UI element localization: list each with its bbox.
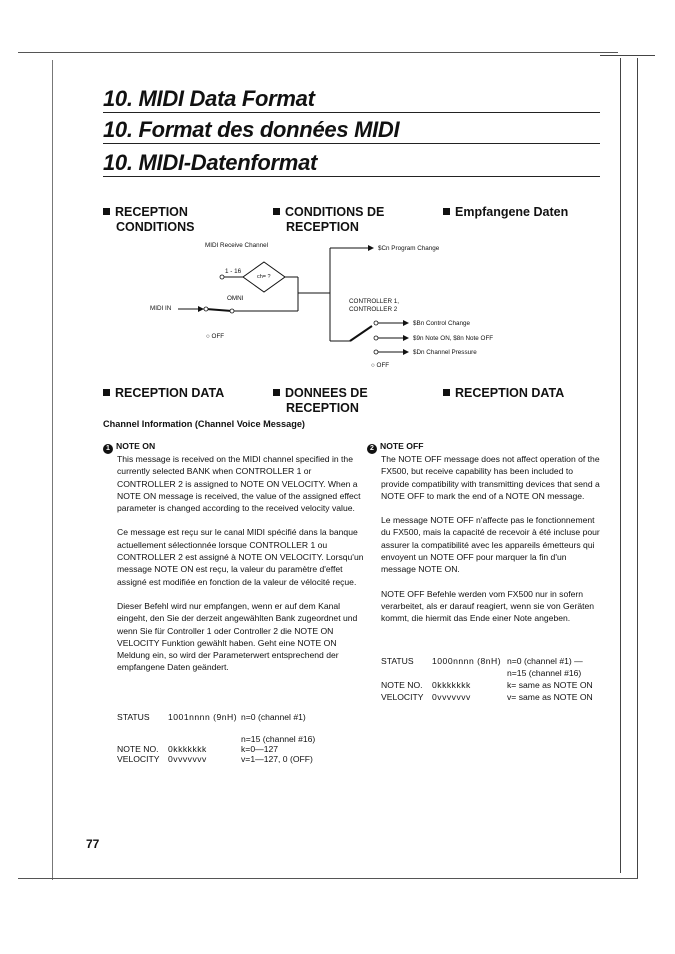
page-number: 77	[86, 837, 100, 851]
note-on-velocity-label: VELOCITY	[117, 754, 160, 764]
note-on-text	[117, 453, 365, 674]
note-off-paragraph-de: NOTE OFF Befehle werden vom FX500 nur in sofern verarbeitet, als er darauf reagiert, wenn sie von Geräten kommt, die hiermit das Ende einer Note angeben.	[381, 588, 595, 624]
note-off-status-value: 1000nnnn (8nH)	[432, 656, 502, 666]
note-off-noteno-label: NOTE NO.	[381, 680, 423, 690]
diagram-label-program-change: $Cn Program Change	[378, 245, 440, 252]
note-off-noteno-desc: k= same as NOTE ON	[507, 680, 593, 690]
note-on-paragraph-de: Dieser Befehl wird nur empfangen, wenn er auf dem Kanal eingeht, den Sie der derzeit angewählten Bank zugeordnet und wenn Sie für Controller 1 oder Controller 2 die NOTE ON VELOCITY Funktion gewählt haben. Geht eine NOTE ON Meldung ein, so wird der Parameterwert entsprechend der empfangene Daten geändert.	[117, 600, 358, 673]
note-on-velocity-value: 0vvvvvvv	[168, 754, 207, 764]
diagram-label-off-left: ○ OFF	[206, 333, 225, 340]
terminal-cc	[374, 321, 378, 325]
arrow-note	[403, 335, 409, 341]
bullet-square-icon	[273, 389, 280, 396]
terminal-pressure	[374, 350, 378, 354]
note-off-status-desc2: n=15 (channel #16)	[507, 668, 582, 678]
heading-reception-conditions-fr: CONDITIONS DE RECEPTION	[273, 205, 384, 235]
note-on-velocity-desc: v=1—127, 0 (OFF)	[241, 754, 313, 764]
note-off-paragraph-fr: Le message NOTE OFF n'affecte pas le fonctionnement du FX500, mais la capacité de recevoir à été incluse pour assurer la compatibilité avec les appareils émetteurs qui envoyent un NOTE OFF pour marquer la fin d'un message NOTE ON.	[381, 515, 600, 575]
channel-information-heading: Channel Information (Channel Voice Message)	[103, 419, 305, 429]
terminal-in	[204, 307, 208, 311]
diagram-label-off-right: ○ OFF	[371, 362, 390, 369]
note-off-text	[381, 453, 601, 625]
note-on-paragraph-fr: Ce message est reçu sur le canal MIDI spécifié dans la banque actuellement sélectionnée lorsque CONTROLLER 1 ou CONTROLLER 2 est assigné à NOTE ON VELOCITY. Lorsqu'un message NOTE ON est reçu, la valeur du paramètre d'effet assigné est modifiée en fonction de la valeur de vélocité reçue.	[117, 527, 364, 587]
diagram-label-receive-channel: MIDI Receive Channel	[205, 242, 268, 249]
diagram-label-decision: ch= ?	[257, 274, 271, 280]
note-on-noteno-value: 0kkkkkkk	[168, 744, 207, 754]
note-on-status-value: 1001nnnn (9nH)	[168, 712, 238, 722]
diagram-label-omni: OMNI	[227, 295, 244, 302]
heading-reception-conditions-en: RECEPTION CONDITIONS	[103, 205, 194, 235]
note-on-paragraph-en: This message is received on the MIDI channel specified in the currently selected BANK when CONTROLLER 1 or CONTROLLER 2 is assigned to NOTE ON VELOCITY. When a NOTE ON message is received, the value of the assigned effect parameter is changed according to the received velocity value.	[117, 454, 361, 514]
note-off-velocity-label: VELOCITY	[381, 692, 424, 702]
heading-reception-data-en: RECEPTION DATA	[103, 386, 224, 401]
bullet-square-icon	[103, 389, 110, 396]
diagram-label-control-change: $Bn Control Change	[413, 320, 471, 327]
page-title-en: 10. MIDI Data Format	[103, 86, 315, 111]
arrow-program-change	[368, 245, 374, 251]
arrow-pressure	[403, 349, 409, 355]
note-on-status-desc: n=0 (channel #1)	[241, 712, 306, 722]
terminal-1-16	[220, 275, 224, 279]
bullet-square-icon	[443, 389, 450, 396]
diagram-label-pressure: $Dn Channel Pressure	[413, 349, 477, 356]
page-title-de: 10. MIDI-Datenformat	[103, 150, 318, 175]
number-2-icon: 2	[367, 444, 377, 454]
note-off-status-desc: n=0 (channel #1) —	[507, 656, 583, 666]
diagram-label-range: 1 - 16	[225, 268, 242, 275]
note-on-status-desc2: n=15 (channel #16)	[241, 734, 316, 744]
note-off-velocity-value: 0vvvvvvv	[432, 692, 471, 702]
note-off-paragraph-en: The NOTE OFF message does not affect operation of the FX500, but receive capability has been included to provide compatibility with transmitting devices that send a NOTE OFF to mark the end of a NOTE ON message.	[381, 454, 600, 501]
note-on-noteno-desc: k=0—127	[241, 744, 279, 754]
number-1-icon: 1	[103, 444, 113, 454]
note-on-heading: 1 NOTE ON	[103, 441, 155, 454]
diagram-label-midi-in: MIDI IN	[150, 305, 172, 312]
page-title-fr: 10. Format des données MIDI	[103, 117, 400, 142]
heading-reception-data-de: RECEPTION DATA	[443, 386, 564, 401]
note-off-velocity-desc: v= same as NOTE ON	[507, 692, 593, 702]
terminal-omni	[230, 309, 234, 313]
diagram-label-controller: CONTROLLER 1, CONTROLLER 2	[349, 298, 400, 313]
heading-reception-conditions-de: Empfangene Daten	[443, 205, 568, 220]
note-off-noteno-value: 0kkkkkkk	[432, 680, 471, 690]
diagram-label-note: $9n Note ON, $8n Note OFF	[413, 335, 494, 342]
arrow-midi-in	[198, 306, 204, 312]
note-off-status-label: STATUS	[381, 656, 414, 666]
note-on-noteno-label: NOTE NO.	[117, 744, 159, 754]
terminal-note	[374, 336, 378, 340]
heading-reception-data-fr: DONNEES DE RECEPTION	[273, 386, 368, 416]
arrow-control-change	[403, 320, 409, 326]
note-off-heading: 2 NOTE OFF	[367, 441, 423, 454]
note-on-status-label: STATUS	[117, 712, 150, 722]
